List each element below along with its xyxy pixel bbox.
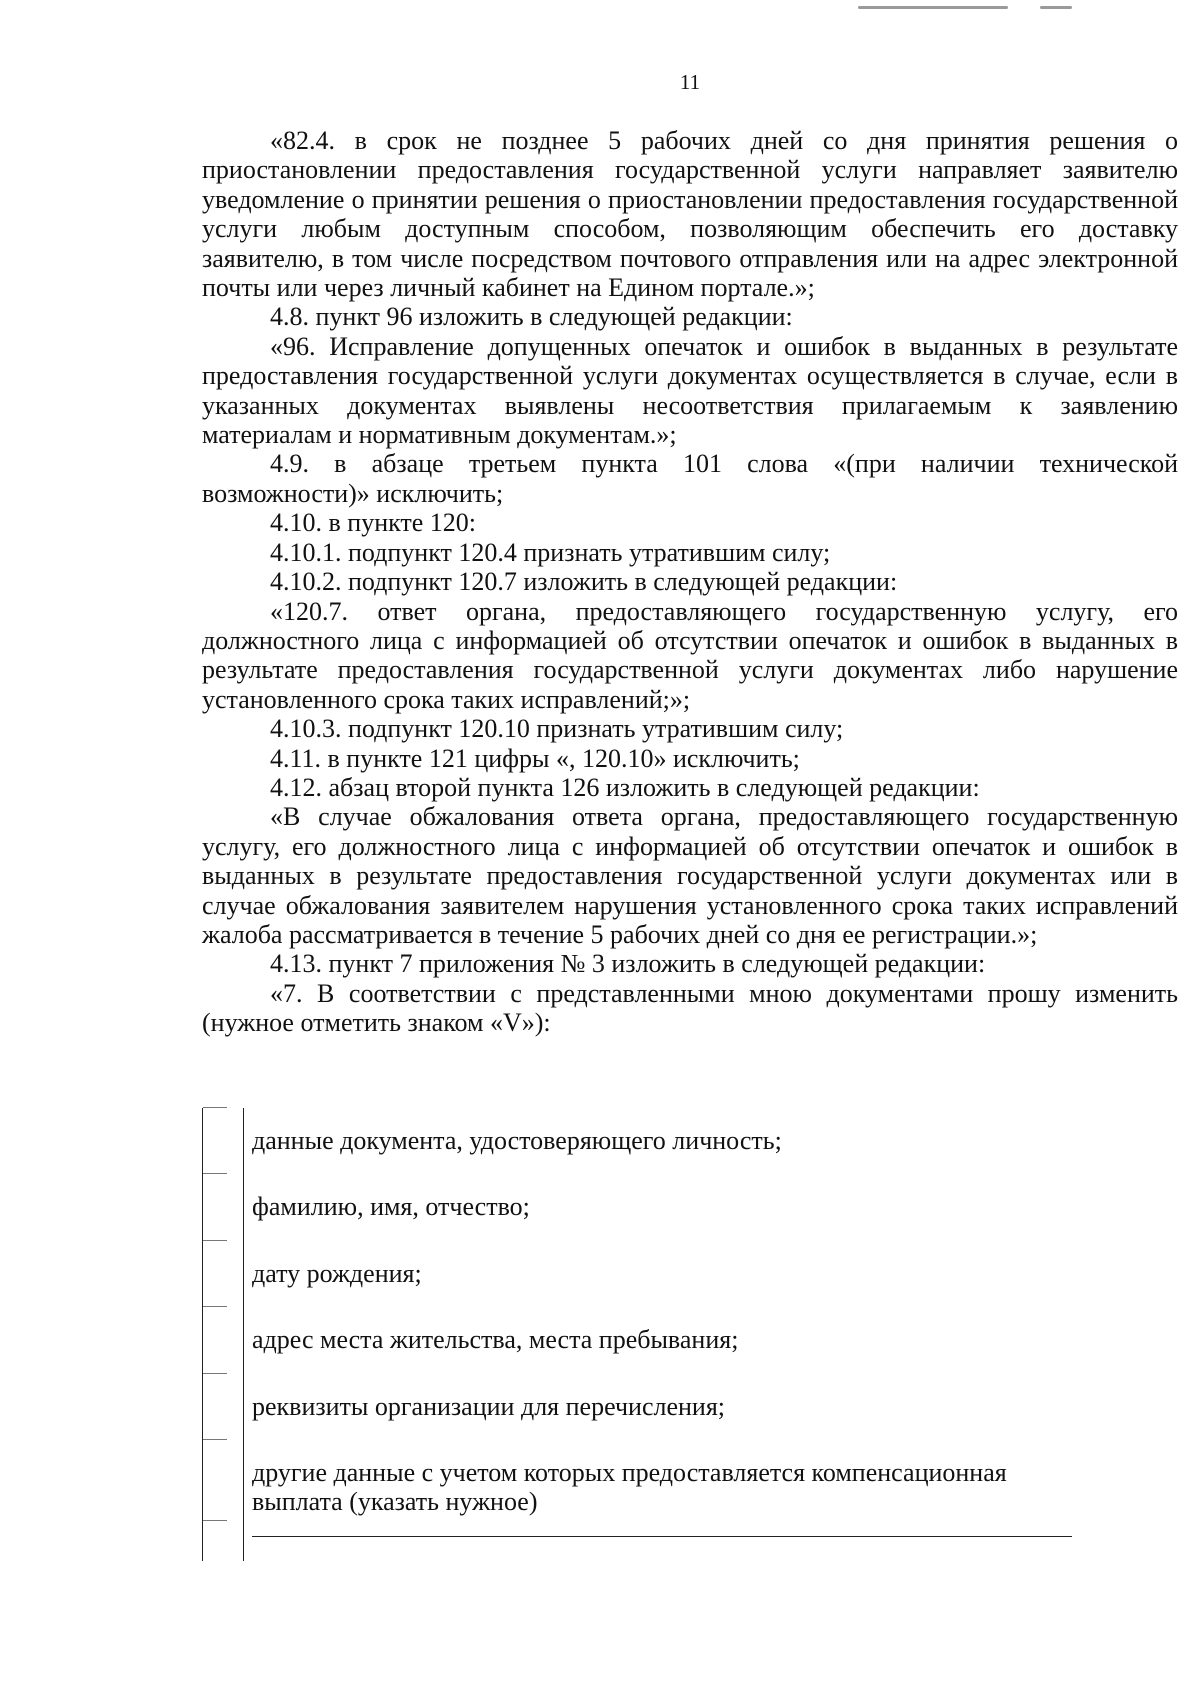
paragraph: 4.8. пункт 96 изложить в следующей редакции: xyxy=(270,302,793,332)
option-checkbox[interactable] xyxy=(202,1307,244,1373)
option-label: реквизиты организации для перечисления; xyxy=(252,1391,726,1421)
option-label: другие данные с учетом которых предоставляется компенсационная выплата (указать нужное) xyxy=(252,1458,1007,1517)
option-checkbox[interactable] xyxy=(202,1108,244,1174)
option-row xyxy=(202,1374,1102,1440)
option-row xyxy=(202,1440,1102,1521)
paragraph: «В случае обжалования ответа органа, предоставляющего государственную услугу, его должностного лица с информацией об отсутствии опечаток и ошибок в выданных в результате предоставления государственной услуги документах или в случае обжалования заявителем нарушения установленного срока таких исправлений жалоба рассматривается в течение 5 рабочих дней со дня ее регистрации.»; xyxy=(202,802,1178,949)
paragraph: «82.4. в срок не позднее 5 рабочих дней со дня принятия решения о приостановлении предоставления государственной услуги направляет заявителю уведомление о принятии решения о приостановлении предоставления государственной услуги любым доступным способом, позволяющим обеспечить его доставку заявителю, в том числе посредством почтового отправления или на адрес электронной почты или через личный кабинет на Едином портале.»; xyxy=(202,126,1178,303)
other-data-fill-row xyxy=(202,1521,1102,1561)
paragraph: «96. Исправление допущенных опечаток и ошибок в выданных в результате предоставления государственной услуги документах осуществляется в случае, если в указанных документах выявлены несоответствия прилагаемым к заявлению материалам и нормативным документам.»; xyxy=(202,331,1178,450)
scan-artifact xyxy=(1040,6,1072,9)
option-label: дату рождения; xyxy=(252,1258,422,1288)
paragraph: 4.10.2. подпункт 120.7 изложить в следующей редакции: xyxy=(270,567,898,597)
document-body xyxy=(202,126,1178,1038)
paragraph: 4.10. в пункте 120: xyxy=(270,508,477,538)
option-checkbox[interactable] xyxy=(202,1374,244,1440)
option-label: данные документа, удостоверяющего личность; xyxy=(252,1126,782,1155)
option-row xyxy=(202,1108,1102,1174)
paragraph: 4.10.3. подпункт 120.10 признать утратившим силу; xyxy=(270,714,844,744)
paragraph: «7. В соответствии с представленными мною документами прошу изменить (нужное отметить знаком «V»): xyxy=(202,978,1178,1038)
paragraph: 4.10.1. подпункт 120.4 признать утратившим силу; xyxy=(270,537,831,567)
option-row xyxy=(202,1307,1102,1373)
option-checkbox[interactable] xyxy=(202,1241,244,1307)
paragraph: 4.9. в абзаце третьем пункта 101 слова «(при наличии технической возможности)» исключить; xyxy=(202,449,1178,508)
change-options-table xyxy=(202,1108,1102,1561)
scan-artifact xyxy=(858,6,1008,9)
paragraph: 4.11. в пункте 121 цифры «, 120.10» исключить; xyxy=(270,743,800,773)
option-checkbox[interactable] xyxy=(202,1440,244,1521)
option-row xyxy=(202,1241,1102,1307)
option-checkbox-cont xyxy=(202,1521,244,1561)
paragraph: 4.13. пункт 7 приложения № 3 изложить в следующей редакции: xyxy=(270,949,986,979)
page-number: 11 xyxy=(679,70,701,94)
paragraph: 4.12. абзац второй пункта 126 изложить в следующей редакции: xyxy=(270,772,980,802)
other-data-fill-line[interactable] xyxy=(252,1535,1072,1537)
option-label: адрес места жительства, места пребывания; xyxy=(252,1325,739,1355)
option-label: фамилию, имя, отчество; xyxy=(252,1192,530,1222)
paragraph: «120.7. ответ органа, предоставляющего государственную услугу, его должностного лица с информацией об отсутствии опечаток и ошибок в выданных в результате предоставления государственной услуги документах либо нарушение установленного срока таких исправлений;»; xyxy=(202,596,1178,714)
option-checkbox[interactable] xyxy=(202,1174,244,1240)
option-row xyxy=(202,1174,1102,1240)
